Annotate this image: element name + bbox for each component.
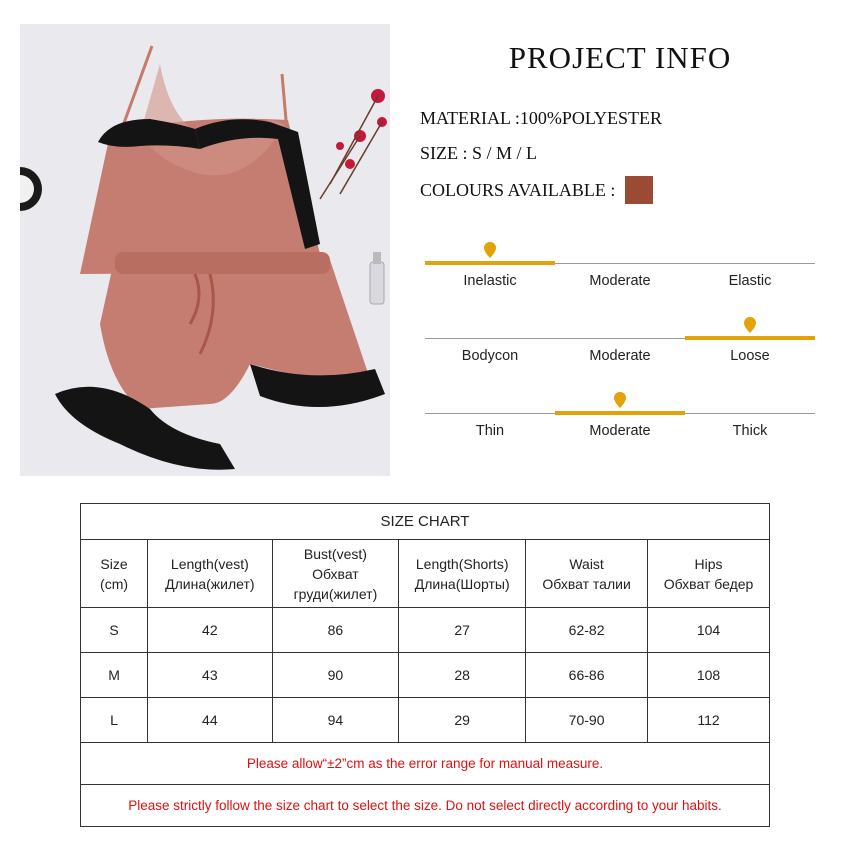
table-cell: 104 [648,608,770,653]
scale-selected-segment [555,411,685,415]
scale-label-loose: Loose [730,348,770,364]
selection-note: Please strictly follow the size chart to select the size. Do not select directly according to your habits. [81,785,770,827]
header-label: Length(vest) [170,555,249,572]
scale-label-moderate: Moderate [589,273,651,289]
table-cell: L [81,698,148,743]
table-cell: 44 [148,698,273,743]
scale-label-thick: Thick [732,423,768,439]
table-cell: S [81,608,148,653]
scale-selected-segment [425,261,555,265]
header-sublabel: Длина(жилет) [165,575,255,592]
scale-bodycon-loose [425,320,815,370]
header-label: Hips [694,555,723,572]
scale-label-moderate: Moderate [589,348,651,364]
table-cell: 70-90 [526,698,648,743]
colours-label: COLOURS AVAILABLE : [420,179,616,200]
header-label: Waist [569,555,604,572]
measurement-note: Please allow“±2”cm as the error range for manual measure. [81,743,770,785]
header-sublabel: Обхват груди(жилет) [293,565,378,602]
scale-label-bodycon: Bodycon [461,348,519,364]
location-pin-icon [613,392,627,408]
table-cell: 86 [272,608,399,653]
table-cell: M [81,653,148,698]
table-cell: 62-82 [526,608,648,653]
size-chart-header-cell [148,540,273,608]
table-cell: 90 [272,653,399,698]
header-label: Length(Shorts) [415,555,509,572]
scale-label-moderate: Moderate [589,423,651,439]
table-cell: 29 [399,698,526,743]
size-chart-header-cell [648,540,770,608]
size-chart-table [80,503,770,827]
table-row [81,698,770,743]
scale-label-inelastic: Inelastic [463,273,517,289]
table-cell: 94 [272,698,399,743]
size-chart-header-cell [272,540,399,608]
header-sublabel: Обхват бедер [663,575,754,592]
table-cell: 112 [648,698,770,743]
header-sublabel: Длина(Шорты) [414,575,510,592]
table-cell: 27 [399,608,526,653]
size-chart-header-row [81,540,770,608]
page-title: PROJECT INFO [508,40,732,75]
table-cell: 28 [399,653,526,698]
size-chart-header-cell [399,540,526,608]
scale-inelastic-elastic [425,245,815,295]
size-info: SIZE : S / M / L [420,143,538,163]
header-sublabel: Обхват талии [542,575,631,592]
scale-label-thin: Thin [475,423,505,439]
scale-selected-segment [685,336,815,340]
header-label: Bust(vest) [303,545,367,562]
table-cell: 43 [148,653,273,698]
scale-label-elastic: Elastic [728,273,772,289]
table-cell: 42 [148,608,273,653]
size-chart-caption: SIZE CHART [81,504,770,540]
product-photo [20,24,390,476]
colours-info [420,176,653,204]
table-cell: 108 [648,653,770,698]
scale-thin-thick [425,395,815,445]
size-chart-header-cell [81,540,148,608]
header-label: Size [100,555,128,572]
location-pin-icon [743,317,757,333]
location-pin-icon [483,242,497,258]
header-sublabel: (cm) [100,575,129,592]
table-row [81,608,770,653]
size-chart-header-cell [526,540,648,608]
material-info: MATERIAL :100%POLYESTER [420,108,663,128]
table-row [81,653,770,698]
table-cell: 66-86 [526,653,648,698]
colour-swatch [625,176,653,204]
